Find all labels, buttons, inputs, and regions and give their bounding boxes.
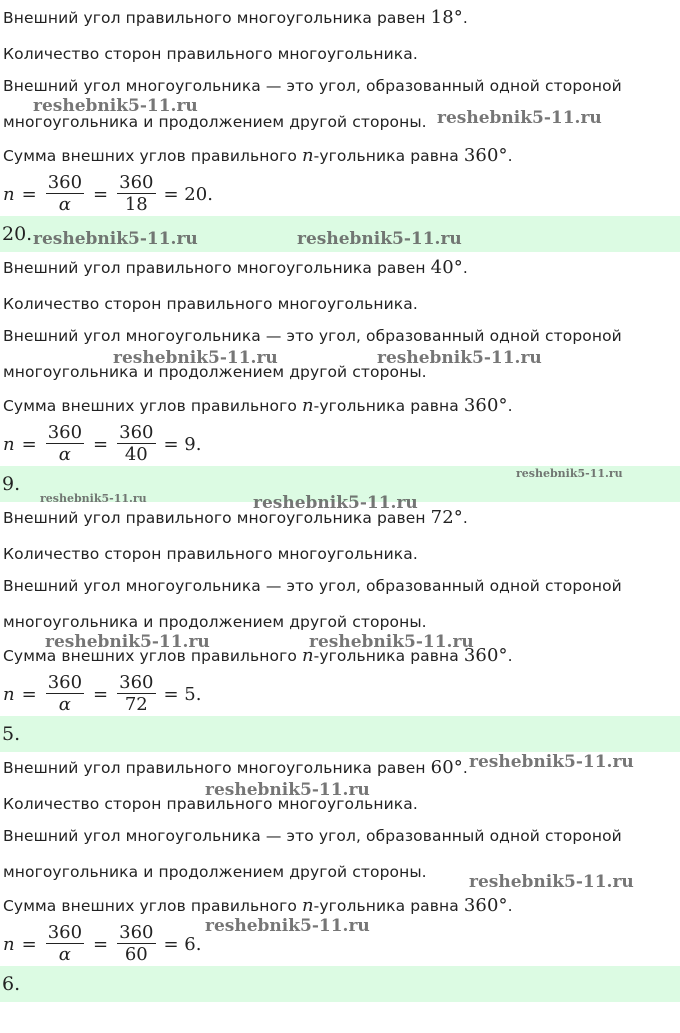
fraction: $\frac{360}{60}$ (119, 922, 154, 965)
definition-line-2: многоугольника и продолжением другой стороны. (3, 613, 427, 631)
question-text: Количество сторон правильного многоугольника. (3, 295, 418, 313)
angle-value: 40° (430, 257, 463, 278)
fraction: $\frac{360}{\alpha}$ (47, 172, 83, 215)
answer-text: 9. (2, 473, 21, 495)
fraction: $\frac{360}{\alpha}$ (47, 922, 83, 965)
watermark: reshebnik5-11.ru (205, 780, 370, 800)
answer-text: 20. (2, 223, 33, 245)
sum-statement: Сумма внешних углов правильного n-угольника равна 360°. (3, 645, 513, 666)
angle-statement: Внешний угол правильного многоугольника равен 40°. (3, 257, 468, 278)
formula-result: = 5. (163, 683, 202, 705)
answer-band (0, 716, 680, 752)
watermark: reshebnik5-11.ru (297, 229, 462, 249)
watermark: reshebnik5-11.ru (33, 96, 198, 116)
watermark: reshebnik5-11.ru (253, 493, 418, 513)
fraction: $\frac{360}{72}$ (119, 672, 154, 715)
fraction: $\frac{360}{40}$ (119, 422, 154, 465)
angle-value: 18° (430, 7, 463, 28)
angle-statement: Внешний угол правильного многоугольника равен 18°. (3, 7, 468, 28)
sum-statement: Сумма внешних углов правильного n-угольника равна 360°. (3, 895, 513, 916)
watermark: reshebnik5-11.ru (113, 348, 278, 368)
watermark: reshebnik5-11.ru (309, 632, 474, 652)
angle-statement: Внешний угол правильного многоугольника равен 60°. (3, 757, 468, 778)
watermark: reshebnik5-11.ru (33, 229, 198, 249)
fraction: $\frac{360}{\alpha}$ (47, 422, 83, 465)
definition-line-2: многоугольника и продолжением другой стороны. (3, 113, 427, 131)
formula: n = $\frac{360}{\alpha}$ = $\frac{360}{40}$ = 9. (3, 422, 202, 465)
definition-line-1: Внешний угол многоугольника — это угол, образованный одной стороной (3, 577, 622, 595)
sum-statement: Сумма внешних углов правильного n-угольника равна 360°. (3, 395, 513, 416)
question-text: Количество сторон правильного многоугольника. (3, 545, 418, 563)
definition-line-1: Внешний угол многоугольника — это угол, образованный одной стороной (3, 327, 622, 345)
formula-result: = 6. (163, 933, 202, 955)
angle-value: 72° (430, 507, 463, 528)
watermark: reshebnik5-11.ru (469, 872, 634, 892)
watermark: reshebnik5-11.ru (516, 467, 623, 480)
fraction: $\frac{360}{18}$ (119, 172, 154, 215)
formula: n = $\frac{360}{\alpha}$ = $\frac{360}{18}$ = 20. (3, 172, 213, 215)
definition-line-2: многоугольника и продолжением другой стороны. (3, 863, 427, 881)
question-text: Количество сторон правильного многоугольника. (3, 795, 418, 813)
formula: n = $\frac{360}{\alpha}$ = $\frac{360}{60}$ = 6. (3, 922, 202, 965)
formula-result: = 9. (163, 433, 202, 455)
answer-text: 5. (2, 723, 21, 745)
angle-statement: Внешний угол правильного многоугольника равен 72°. (3, 507, 468, 528)
question-text: Количество сторон правильного многоугольника. (3, 45, 418, 63)
sum-statement: Сумма внешних углов правильного n-угольника равна 360°. (3, 145, 513, 166)
definition-line-1: Внешний угол многоугольника — это угол, образованный одной стороной (3, 77, 622, 95)
watermark: reshebnik5-11.ru (45, 632, 210, 652)
fraction: $\frac{360}{\alpha}$ (47, 672, 83, 715)
watermark: reshebnik5-11.ru (469, 752, 634, 772)
watermark: reshebnik5-11.ru (377, 348, 542, 368)
formula-result: = 20. (163, 183, 213, 205)
answer-text: 6. (2, 973, 21, 995)
watermark: reshebnik5-11.ru (437, 108, 602, 128)
watermark: reshebnik5-11.ru (40, 492, 147, 505)
angle-value: 60° (430, 757, 463, 778)
answer-band (0, 966, 680, 1002)
definition-line-2: многоугольника и продолжением другой стороны. (3, 363, 427, 381)
formula: n = $\frac{360}{\alpha}$ = $\frac{360}{72}$ = 5. (3, 672, 202, 715)
definition-line-1: Внешний угол многоугольника — это угол, образованный одной стороной (3, 827, 622, 845)
watermark: reshebnik5-11.ru (205, 916, 370, 936)
